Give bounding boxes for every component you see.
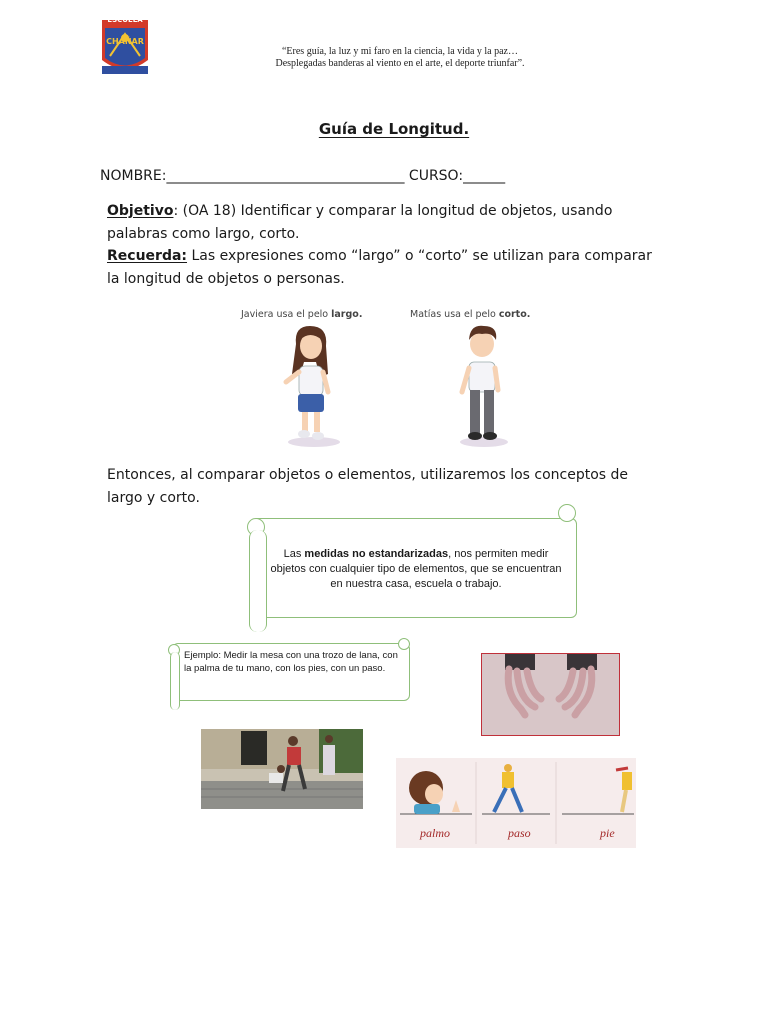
motto-line-1: “Eres guía, la luz y mi faro en la ciencia, la vida y la paz… [281,46,518,57]
logo-text-mid: CHAÑAR [106,37,144,46]
school-logo [100,16,150,78]
remember-paragraph [107,245,667,291]
scroll1-text-bold: medidas no estandarizadas [304,548,449,560]
objective-paragraph [107,200,667,246]
girl-long-hair-illustration [270,322,350,450]
boy-caption-bold: corto. [498,309,531,320]
girl-caption-text: Javiera usa el pelo [241,309,332,320]
measure-label-palmo: palmo [420,826,450,840]
girl-caption-bold: largo. [331,309,363,320]
measure-label-paso: paso [508,826,531,840]
scroll-curl-icon [558,504,576,522]
page-title: Guía de Longitud. [318,120,470,138]
boy-short-hair-illustration [448,322,518,450]
remember-text: Las expresiones como “largo” o “corto” se utilizan para comparar la longitud de objetos o personas. [107,248,652,287]
children-measuring-steps-photo [201,729,363,809]
course-blank: ______ [463,168,506,184]
non-standard-measures-text [266,547,566,592]
then-paragraph: Entonces, al comparar objetos o elementos, utilizaremos los conceptos de largo y corto. [107,467,629,506]
objective-label: Objetivo [107,203,174,219]
hands-measuring-photo [481,653,620,736]
school-motto [200,46,600,70]
scroll-curl-icon [398,638,410,650]
boy-caption [410,309,530,320]
course-label: CURSO: [408,168,464,184]
example-text: Ejemplo: Medir la mesa con una trozo de lana, con la palma de tu mano, con los pies, con un paso. [184,650,398,674]
name-blank: __________________________________ [166,168,405,184]
measure-label-pie: pie [600,826,615,840]
objective-text: : (OA 18) Identificar y comparar la longitud de objetos, usando palabras como largo, corto. [107,203,613,242]
scroll1-text-pre: Las [283,548,305,560]
girl-caption [241,309,362,320]
scroll1-text-post: , nos permiten medir objetos con cualquier tipo de elementos, que se encuentran en nuestra casa, escuela o trabajo. [270,548,562,590]
name-course-line [100,168,505,184]
logo-text-top: ESCUELA [107,16,143,24]
body-measures-illustration [396,758,636,848]
scroll-roll-left [170,652,180,710]
motto-line-2: Desplegadas banderas al viento en el arte, el deporte triunfar”. [275,58,525,69]
name-label: NOMBRE: [100,168,167,184]
remember-label: Recuerda: [107,248,188,264]
boy-caption-text: Matías usa el pelo [410,309,499,320]
scroll-roll-left [249,530,267,632]
